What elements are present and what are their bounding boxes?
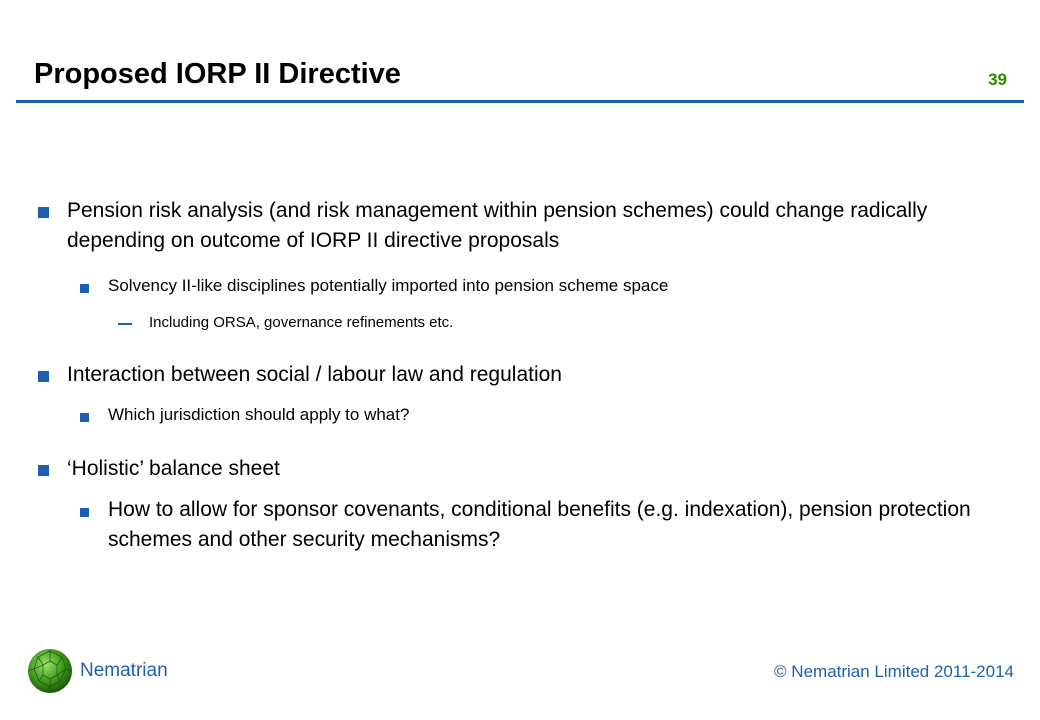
copyright-notice: © Nematrian Limited 2011-2014	[774, 662, 1014, 681]
square-bullet-icon	[38, 465, 49, 476]
square-bullet-icon	[80, 413, 89, 422]
bullet-item-3	[118, 313, 453, 333]
title-divider	[16, 100, 1024, 103]
bullet-text: How to allow for sponsor covenants, conditional benefits (e.g. indexation), pension protection schemes and other security mechanisms?	[108, 498, 971, 551]
green-polyhedron-icon	[26, 647, 74, 695]
brand-name: Nematrian	[80, 660, 168, 681]
bullet-item-7	[80, 498, 988, 555]
bullet-text: Which jurisdiction should apply to what?	[108, 405, 410, 424]
bullet-text: Solvency II-like disciplines potentially imported into pension scheme space	[108, 276, 669, 295]
bullet-text: Pension risk analysis (and risk management within pension schemes) could change radically depending on outcome of IORP II directive proposals	[67, 199, 928, 252]
bullet-text: ‘Holistic’ balance sheet	[67, 457, 280, 480]
page-number: 39	[988, 70, 1007, 89]
bullet-item-6	[38, 458, 987, 484]
dash-bullet-icon	[118, 323, 132, 325]
square-bullet-icon	[80, 284, 89, 293]
bullet-text: Including ORSA, governance refinements etc.	[149, 314, 454, 331]
square-bullet-icon	[80, 508, 89, 517]
square-bullet-icon	[38, 207, 49, 218]
bullet-text: Interaction between social / labour law and regulation	[67, 363, 562, 386]
square-bullet-icon	[38, 371, 49, 382]
bullet-item-1	[38, 200, 987, 256]
bullet-item-2	[80, 278, 988, 297]
bullet-item-5	[80, 407, 988, 426]
bullet-item-4	[38, 364, 987, 390]
slide-title: Proposed IORP II Directive	[34, 58, 401, 90]
